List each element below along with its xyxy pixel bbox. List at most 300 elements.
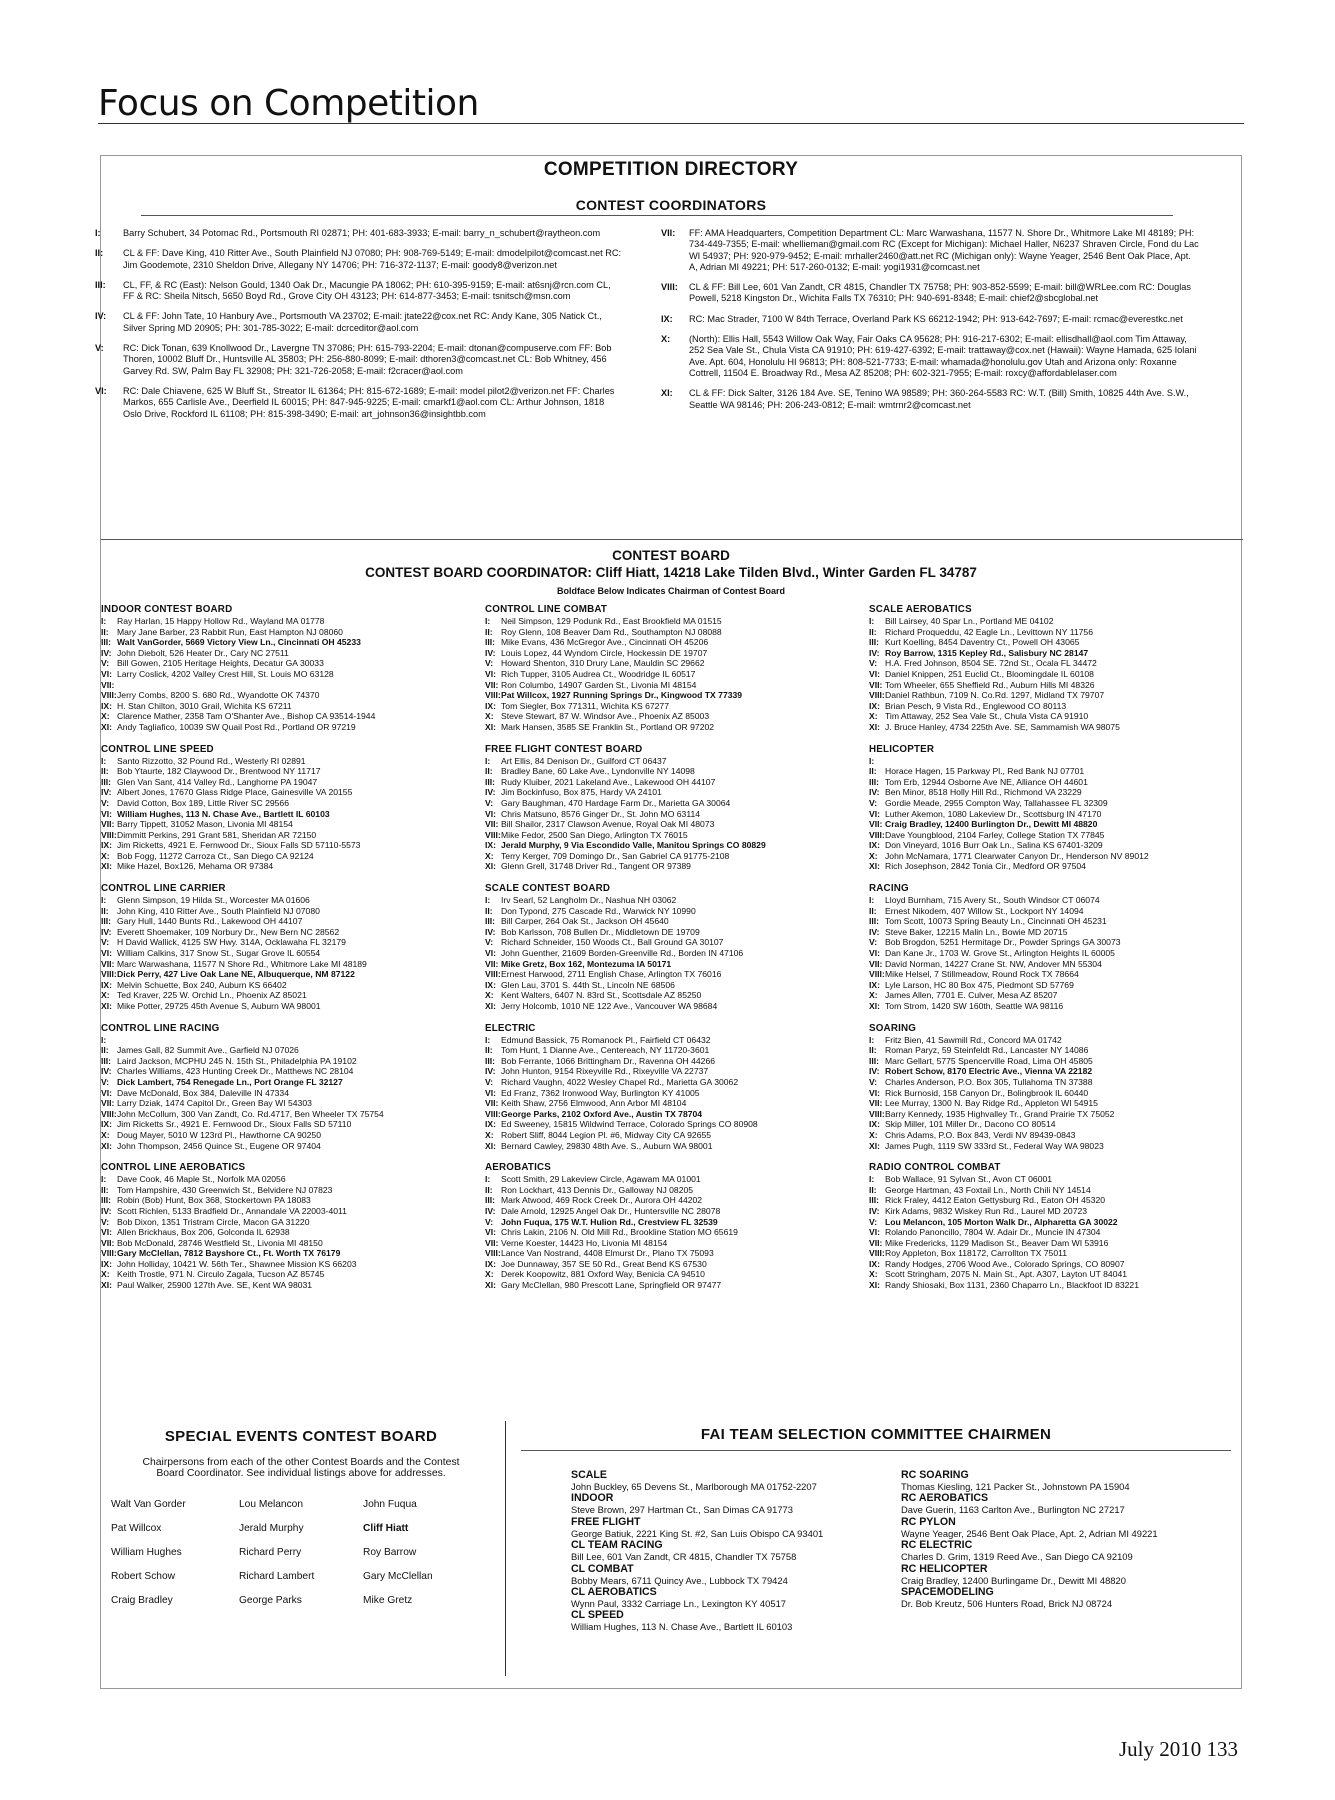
member-text: James Allen, 7701 E. Culver, Mesa AZ 85207 bbox=[885, 990, 1058, 1001]
region-number: VI: bbox=[95, 385, 107, 396]
board-member-row bbox=[869, 1066, 1239, 1077]
region-number: VI: bbox=[869, 1087, 880, 1098]
member-text: Chris Lakin, 2106 N. Old Mill Rd., Brookline Station MO 65619 bbox=[501, 1227, 738, 1238]
board-column-2 bbox=[485, 604, 855, 1302]
fai-left-column bbox=[571, 1469, 901, 1633]
board-member-row bbox=[869, 980, 1239, 991]
board-member-row bbox=[101, 1119, 471, 1130]
chairperson-name: Pat Willcox bbox=[111, 1523, 162, 1535]
region-number: VI: bbox=[869, 808, 880, 819]
region-number: IX: bbox=[485, 700, 496, 711]
member-text: Ed Sweeney, 15815 Wildwind Terrace, Colorado Springs CO 80908 bbox=[501, 1119, 758, 1130]
region-number: XI: bbox=[869, 1001, 880, 1011]
member-text: Charles Anderson, P.O. Box 305, Tullahoma TN 37388 bbox=[885, 1076, 1093, 1087]
member-text: Lou Melancon, 105 Morton Walk Dr., Alpharetta GA 30022 bbox=[885, 1216, 1118, 1227]
board-member-row bbox=[869, 1206, 1239, 1217]
region-number: II: bbox=[869, 766, 877, 777]
region-number: IV: bbox=[485, 1066, 496, 1077]
member-text: Robert Sliff, 8044 Legion Pl. #6, Midway City CA 92655 bbox=[501, 1129, 712, 1140]
board-member-row bbox=[101, 1259, 471, 1270]
region-number: II: bbox=[869, 1184, 877, 1195]
region-number: I: bbox=[485, 616, 491, 626]
board-member-row bbox=[869, 1109, 1239, 1120]
member-text: Gary McClellan, 7812 Bayshore Ct., Ft. Worth TX 76179 bbox=[117, 1248, 341, 1259]
member-text: Bill Lairsey, 40 Spar Ln., Portland ME 04102 bbox=[885, 616, 1054, 626]
board-member-row bbox=[101, 766, 471, 777]
region-number: I: bbox=[869, 755, 875, 766]
board-member-row bbox=[101, 1248, 471, 1259]
region-number: I: bbox=[485, 1034, 491, 1045]
member-text: Keith Trostle, 971 N. Circulo Zagala, Tucson AZ 85745 bbox=[117, 1269, 325, 1280]
board-member-row bbox=[869, 851, 1239, 862]
board-member-row bbox=[869, 637, 1239, 648]
board-member-row bbox=[869, 809, 1239, 820]
region-number: VIII: bbox=[485, 1248, 501, 1259]
region-number: XI: bbox=[869, 861, 880, 872]
region-number: III: bbox=[485, 637, 496, 648]
board-member-row bbox=[485, 1280, 855, 1291]
board-member-row bbox=[485, 1141, 855, 1152]
member-text: Everett Shoemaker, 109 Norbury Dr., New Bern NC 28562 bbox=[117, 926, 340, 937]
member-text: Derek Koopowitz, 881 Oxford Way, Benicia CA 94510 bbox=[501, 1269, 705, 1280]
chairperson-name: Cliff Hiatt bbox=[363, 1523, 409, 1535]
member-text: Don Vineyard, 1016 Burr Oak Ln., Salina KS 67401-3209 bbox=[885, 840, 1103, 851]
member-text: James Gall, 82 Summit Ave., Garfield NJ 07026 bbox=[117, 1045, 299, 1056]
region-number: IV: bbox=[95, 311, 107, 322]
member-text: Verne Koester, 14423 Ho, Livonia MI 48154 bbox=[501, 1237, 668, 1248]
member-text: Bill Shailor, 2317 Clawson Avenue, Royal Oak MI 48073 bbox=[501, 819, 715, 830]
region-number: XI: bbox=[485, 1140, 496, 1151]
member-text: Rich Josephson, 2842 Tonia Cir., Medford OR 97504 bbox=[885, 861, 1086, 872]
board-member-row bbox=[869, 777, 1239, 788]
board-section bbox=[101, 744, 471, 873]
board-member-row bbox=[869, 1174, 1239, 1185]
fai-category: RC PYLON bbox=[901, 1515, 956, 1528]
board-section-title: INDOOR CONTEST BOARD bbox=[101, 604, 233, 615]
member-text: Andy Tagliafico, 10039 SW Quail Post Rd., Portland OR 97219 bbox=[117, 721, 356, 732]
coordinator-entry bbox=[661, 334, 1201, 379]
fai-chairman: Bobby Mears, 6711 Quincy Ave., Lubbock TX 79424 bbox=[571, 1574, 788, 1586]
member-text: Glenn Simpson, 19 Hilda St., Worcester MA 01606 bbox=[117, 895, 310, 906]
board-section bbox=[101, 1023, 471, 1152]
member-text: Richard Vaughn, 4022 Wesley Chapel Rd., Marietta GA 30062 bbox=[501, 1076, 739, 1087]
member-text: Marc Gellart, 5775 Spencerville Road, Lima OH 45805 bbox=[885, 1055, 1093, 1066]
board-member-row bbox=[101, 1269, 471, 1280]
member-text: Walt VanGorder, 5669 Victory View Ln., Cincinnati OH 45233 bbox=[117, 637, 361, 648]
region-number: VII: bbox=[869, 1098, 883, 1109]
region-number: IX: bbox=[485, 1119, 496, 1130]
region-number: XI: bbox=[101, 1280, 112, 1291]
board-section bbox=[485, 744, 855, 873]
member-text: Rudy Kluiber, 2021 Lakeland Ave., Lakewood OH 44107 bbox=[501, 776, 716, 787]
directory-title: COMPETITION DIRECTORY bbox=[543, 159, 799, 180]
member-text: Bob Dixon, 1351 Tristram Circle, Macon GA 31220 bbox=[117, 1216, 310, 1227]
board-member-row bbox=[869, 948, 1239, 959]
region-number: VII: bbox=[485, 1098, 499, 1109]
member-text: Glen Van Sant, 414 Valley Rd., Langhorne PA 19047 bbox=[117, 776, 318, 787]
board-member-row bbox=[485, 1259, 855, 1270]
member-text: George Hartman, 43 Foxtail Ln., North Chili NY 14514 bbox=[885, 1184, 1091, 1195]
region-number: XI: bbox=[485, 721, 496, 732]
region-number: X: bbox=[869, 850, 878, 861]
board-member-row bbox=[485, 1045, 855, 1056]
board-member-row bbox=[485, 680, 855, 691]
board-member-row bbox=[869, 1088, 1239, 1099]
region-number: X: bbox=[101, 1129, 110, 1140]
board-member-row bbox=[101, 851, 471, 862]
member-text: Glen Lau, 3701 S. 44th St., Lincoln NE 68506 bbox=[501, 979, 675, 990]
region-number: XI: bbox=[869, 1140, 880, 1151]
member-text: Ron Columbo, 14907 Garden St., Livonia MI 48154 bbox=[501, 679, 697, 690]
member-text: Don Typond, 275 Cascade Rd., Warwick NY 10990 bbox=[501, 905, 696, 916]
board-member-row bbox=[101, 861, 471, 872]
region-number: VIII: bbox=[101, 829, 117, 840]
member-text: Tom Hunt, 1 Dianne Ave., Centereach, NY 11720-3601 bbox=[501, 1045, 710, 1056]
member-text: Dick Perry, 427 Live Oak Lane NE, Albuquerque, NM 87122 bbox=[117, 969, 355, 980]
member-text: Barry Tippett, 31052 Mason, Livonia MI 48154 bbox=[117, 819, 293, 830]
chairperson-name: Richard Perry bbox=[239, 1547, 302, 1559]
member-text: Richard Schneider, 150 Woods Ct., Ball Ground GA 30107 bbox=[501, 937, 724, 948]
region-number: V: bbox=[101, 1076, 110, 1087]
board-section bbox=[869, 1023, 1239, 1152]
board-member-row bbox=[101, 711, 471, 722]
fai-committee bbox=[521, 1418, 1231, 1680]
region-number: II: bbox=[101, 1184, 109, 1195]
region-number: IX: bbox=[101, 840, 112, 851]
region-number: III: bbox=[101, 1055, 112, 1066]
fai-category: RC AEROBATICS bbox=[901, 1492, 989, 1505]
member-text: Mike Evans, 436 McGregor Ave., Cincinnati OH 45206 bbox=[501, 637, 709, 648]
coordinator-entry bbox=[661, 388, 1201, 411]
board-member-row bbox=[869, 1269, 1239, 1280]
board-member-row bbox=[869, 1119, 1239, 1130]
member-text: Charles Williams, 423 Hunting Creek Dr., Matthews NC 28104 bbox=[117, 1066, 354, 1077]
region-number: V: bbox=[485, 658, 494, 669]
member-text: Paul Walker, 25900 127th Ave. SE, Kent WA 98031 bbox=[117, 1280, 313, 1291]
region-number: III: bbox=[869, 916, 880, 927]
region-number: III: bbox=[869, 1055, 880, 1066]
board-member-row bbox=[485, 1001, 855, 1012]
chairperson-name: Walt Van Gorder bbox=[111, 1499, 186, 1511]
board-member-row bbox=[101, 916, 471, 927]
region-number: VII: bbox=[869, 958, 883, 969]
region-number: VII: bbox=[485, 819, 499, 830]
region-number: VIII: bbox=[101, 1108, 117, 1119]
region-number: V: bbox=[95, 343, 104, 354]
region-number: III: bbox=[101, 637, 112, 648]
fai-category: CL AEROBATICS bbox=[571, 1586, 657, 1599]
member-text: Tom Strom, 1420 SW 160th, Seattle WA 98116 bbox=[885, 1001, 1064, 1011]
member-text: Mike Gretz, Box 162, Montezuma IA 50171 bbox=[501, 958, 672, 969]
board-member-row bbox=[101, 819, 471, 830]
member-text: Randy Shiosaki, Box 1131, 2360 Chaparro Ln., Blackfoot ID 83221 bbox=[885, 1280, 1139, 1291]
board-member-row bbox=[101, 1130, 471, 1141]
board-member-row bbox=[101, 1217, 471, 1228]
board-member-row bbox=[101, 1098, 471, 1109]
board-member-row bbox=[869, 711, 1239, 722]
coordinator-text: RC: Dick Tonan, 639 Knollwood Dr., Lavergne TN 37086; PH: 615-793-2204; E-mail: dtonan@compuserve.com FF: Bob Thoren, 10002 Bluff Dr., Huntsville AL 35803; PH: 256-880-8099; E-mail: dthoren3@comcast.net CL: Bob Whitney, 456 Garvey Rd. SW, Palm Bay FL 32908; PH: 321-726-2058; E-mail: f2cracer@aol.com bbox=[123, 343, 612, 376]
member-text: Bob Karlsson, 708 Bullen Dr., Middletown DE 19709 bbox=[501, 926, 700, 937]
board-section-title: RACING bbox=[869, 883, 909, 895]
member-text: Lloyd Burnham, 715 Avery St., South Windsor CT 06074 bbox=[885, 895, 1100, 906]
board-member-row bbox=[101, 937, 471, 948]
region-number: II: bbox=[485, 1184, 493, 1195]
member-text: John Holliday, 10421 W. 56th Ter., Shawnee Mission KS 66203 bbox=[117, 1258, 357, 1269]
board-member-row bbox=[485, 1066, 855, 1077]
region-number: XI: bbox=[485, 1001, 496, 1011]
member-text: Bob Brogdon, 5251 Hermitage Dr., Powder Springs GA 30073 bbox=[885, 937, 1121, 948]
board-member-row bbox=[869, 1001, 1239, 1012]
board-section-title: SCALE AEROBATICS bbox=[869, 604, 972, 615]
member-text: Tom Hampshire, 430 Greenwich St., Belvidere NJ 07823 bbox=[117, 1184, 333, 1195]
board-section bbox=[101, 1162, 471, 1291]
region-number: VI: bbox=[101, 1227, 112, 1238]
region-number: VIII: bbox=[101, 690, 117, 701]
member-text: Jim Bockinfuso, Box 875, Hardy VA 24101 bbox=[501, 787, 662, 798]
board-member-row bbox=[485, 1109, 855, 1120]
member-text: H.A. Fred Johnson, 8504 SE. 72nd St., Ocala FL 34472 bbox=[885, 658, 1097, 669]
member-text: Ron Lockhart, 413 Dennis Dr., Galloway NJ 08205 bbox=[501, 1184, 694, 1195]
board-member-row bbox=[485, 637, 855, 648]
member-text: Daniel Knippen, 251 Euclid Ct., Bloomingdale IL 60108 bbox=[885, 668, 1094, 679]
member-text: Roy Glenn, 108 Beaver Dam Rd., Southampton NJ 08088 bbox=[501, 626, 722, 637]
directory-frame bbox=[95, 155, 1242, 1689]
coordinator-text: FF: AMA Headquarters, Competition Department CL: Marc Warwashana, 11577 N. Shore Dr., Whitmore Lake MI 48189; PH: 734-449-7355; E-mail: whellieman@gmail.com RC (Except for Michigan): Michael Haller, N6237 Shraven Circle, Fond du Lac WI 54937; PH: 920-979-9452; E-mail: mrhaller2460@att.net RC (Michigan only): Wayne Yeager, 2546 Bent Oak Place, Apt. A, Adrian MI 49221; PH: 517-260-0132; E-mail: yogi1931@comcast.net bbox=[689, 228, 1199, 272]
region-number: IV: bbox=[485, 926, 496, 937]
coordinator-text: CL & FF: John Tate, 10 Hanbury Ave., Portsmouth VA 23702; E-mail: jtate22@cox.net RC: Andy Kane, 305 Natick Ct., Silver Spring MD 20905; PH: 301-785-3022; E-mail: dcrceditor@aol.com bbox=[123, 311, 602, 333]
member-text: Kent Walters, 6407 N. 83rd St., Scottsdale AZ 85250 bbox=[501, 990, 702, 1001]
region-number: II: bbox=[869, 905, 877, 916]
region-number: X: bbox=[485, 850, 494, 861]
region-number: II: bbox=[95, 248, 104, 259]
board-member-row bbox=[869, 680, 1239, 691]
member-text: Art Ellis, 84 Denison Dr., Guilford CT 06437 bbox=[501, 755, 667, 766]
board-section bbox=[101, 604, 471, 733]
member-text: Skip Miller, 101 Miller Dr., Dacono CO 80514 bbox=[885, 1119, 1056, 1130]
board-member-row bbox=[485, 722, 855, 733]
region-number: VII: bbox=[485, 958, 499, 969]
fai-chairman: Charles D. Grim, 1319 Reed Ave., San Diego CA 92109 bbox=[901, 1551, 1133, 1563]
region-number: V: bbox=[869, 797, 878, 808]
member-text: Laird Jackson, MCPHU 245 N. 15th St., Philadelphia PA 19102 bbox=[117, 1055, 357, 1066]
region-number: I: bbox=[101, 1174, 107, 1185]
region-number: V: bbox=[485, 797, 494, 808]
member-text: Daniel Rathbun, 7109 N. Co.Rd. 1297, Midland TX 79707 bbox=[885, 690, 1105, 701]
board-member-row bbox=[869, 1077, 1239, 1088]
board-member-row bbox=[869, 861, 1239, 872]
member-text: H. Stan Chilton, 3010 Grail, Wichita KS 67211 bbox=[117, 700, 292, 711]
coordinator-text: CL & FF: Dave King, 410 Ritter Ave., South Plainfield NJ 07080; PH: 908-769-5149; E-mail: dmodelpilot@comcast.net RC: Jim Goodemote, 2310 Sheldon Drive, Allegany NY 14706; PH: 716-372-1137; E-mail: goody8@verizon.net bbox=[123, 248, 622, 270]
member-text: Santo Rizzotto, 32 Pound Rd., Westerly RI 02891 bbox=[117, 755, 306, 766]
region-number: IX: bbox=[869, 1258, 880, 1269]
member-text: Ed Franz, 7362 Ironwood Way, Burlington KY 41005 bbox=[501, 1087, 700, 1098]
member-text: Pat Willcox, 1927 Running Springs Dr., Kingwood TX 77339 bbox=[501, 690, 743, 701]
chairperson-name: Roy Barrow bbox=[363, 1547, 417, 1559]
member-text: Tim Attaway, 252 Sea Vale St., Chula Vista CA 91910 bbox=[885, 711, 1089, 722]
region-number: V: bbox=[869, 658, 878, 669]
region-number: II: bbox=[485, 626, 493, 637]
board-member-row bbox=[101, 627, 471, 638]
special-events-names bbox=[111, 1499, 491, 1606]
member-text: Ernest Nikodem, 407 Willow St., Lockport NY 14094 bbox=[885, 905, 1084, 916]
member-text: Allen Brickhaus, Box 206, Golconda IL 62938 bbox=[117, 1227, 290, 1238]
region-number: II: bbox=[485, 905, 493, 916]
member-text: H David Wallick, 4125 SW Hwy. 314A, Ocklawaha FL 32179 bbox=[117, 937, 346, 948]
member-text: Tom Siegler, Box 771311, Wichita KS 67277 bbox=[501, 700, 669, 711]
chairperson-name: Robert Schow bbox=[111, 1571, 175, 1583]
region-number: III: bbox=[101, 1195, 112, 1206]
region-number: VIII: bbox=[485, 829, 501, 840]
region-number: V: bbox=[485, 937, 494, 948]
region-number: I: bbox=[101, 1034, 107, 1045]
board-section bbox=[485, 1023, 855, 1152]
coordinator-entry bbox=[661, 282, 1201, 305]
region-number: V: bbox=[101, 797, 110, 808]
region-number: X: bbox=[101, 1269, 110, 1280]
coordinator-entry bbox=[95, 386, 623, 420]
board-member-row bbox=[101, 1238, 471, 1249]
board-member-row bbox=[101, 1045, 471, 1056]
coordinator-entry bbox=[661, 314, 1201, 325]
board-section-title: FREE FLIGHT CONTEST BOARD bbox=[485, 743, 643, 755]
member-text: Mark Atwood, 469 Rock Creek Dr., Aurora OH 44202 bbox=[501, 1195, 703, 1206]
region-number: V: bbox=[485, 1216, 494, 1227]
member-text: Tom Erb, 12944 Osborne Ave NE, Alliance OH 44601 bbox=[885, 776, 1088, 787]
region-number: I: bbox=[869, 1174, 875, 1185]
region-number: IX: bbox=[101, 1119, 112, 1130]
board-member-row bbox=[485, 1217, 855, 1228]
board-member-row bbox=[869, 1280, 1239, 1291]
region-number: V: bbox=[869, 937, 878, 948]
member-text: Dave Youngblood, 2104 Farley, College Station TX 77845 bbox=[885, 829, 1105, 840]
board-member-row bbox=[869, 937, 1239, 948]
member-text: Edmund Bassick, 75 Romanock Pl., Fairfield CT 06432 bbox=[501, 1034, 711, 1045]
member-text: John McCollum, 300 Van Zandt, Co. Rd.4717, Ben Wheeler TX 75754 bbox=[117, 1108, 384, 1119]
boldface-note: Boldface Below Indicates Chairman of Contest Board bbox=[556, 586, 786, 596]
region-number: X: bbox=[101, 990, 110, 1001]
region-number: X: bbox=[485, 990, 494, 1001]
fai-chairman: George Batiuk, 2221 King St. #2, San Luis Obispo CA 93401 bbox=[571, 1527, 824, 1539]
fai-category: CL SPEED bbox=[571, 1609, 624, 1622]
special-events-description: Chairpersons from each of the other Contest Boards and the Contest Board Coordinator. See individual listings above for addresses. bbox=[142, 1457, 460, 1480]
board-member-row bbox=[101, 658, 471, 669]
board-member-row bbox=[485, 819, 855, 830]
board-member-row bbox=[101, 1141, 471, 1152]
board-member-row bbox=[485, 1077, 855, 1088]
region-number: V: bbox=[101, 658, 110, 669]
board-member-row bbox=[101, 1280, 471, 1291]
section-title: Focus on Competition bbox=[98, 83, 479, 124]
board-member-row bbox=[485, 1035, 855, 1046]
coordinator-entry bbox=[95, 248, 623, 271]
board-member-row bbox=[869, 959, 1239, 970]
board-member-row bbox=[869, 1238, 1239, 1249]
member-text: Barry Kennedy, 1935 Highvalley Tr., Grand Prairie TX 75052 bbox=[885, 1108, 1115, 1119]
region-number: V: bbox=[485, 1076, 494, 1087]
board-member-row bbox=[869, 1056, 1239, 1067]
member-text: Joe Dunnaway, 357 SE 50 Rd., Great Bend KS 67530 bbox=[501, 1258, 707, 1269]
board-member-row bbox=[485, 990, 855, 1001]
member-text: Albert Jones, 17670 Glass Ridge Place, Gainesville VA 20155 bbox=[117, 787, 353, 798]
region-number: IV: bbox=[485, 787, 496, 798]
region-number: XI: bbox=[101, 1001, 112, 1011]
member-text: Rolando Panoncillo, 7804 W. Adair Dr., Muncie IN 47304 bbox=[885, 1227, 1101, 1238]
board-member-row bbox=[869, 1185, 1239, 1196]
region-number: III: bbox=[101, 776, 112, 787]
page-header bbox=[98, 84, 1244, 124]
region-number: VIII: bbox=[869, 690, 885, 701]
member-text: Rich Tupper, 3105 Audrea Ct., Woodridge IL 60517 bbox=[501, 668, 696, 679]
region-number: III: bbox=[869, 637, 880, 648]
board-section-title: AEROBATICS bbox=[485, 1162, 552, 1174]
board-member-row bbox=[485, 861, 855, 872]
member-text: Randy Hodges, 2706 Wood Ave., Colorado Springs, CO 80907 bbox=[885, 1258, 1125, 1269]
member-text: Glenn Grell, 31748 Driver Rd., Tangent OR 97389 bbox=[501, 861, 691, 872]
board-member-row bbox=[485, 937, 855, 948]
member-text: Dimmitt Perkins, 291 Grant 581, Sheridan AR 72150 bbox=[117, 829, 317, 840]
region-number: VIII: bbox=[661, 282, 678, 293]
board-member-row bbox=[869, 1248, 1239, 1259]
board-member-row bbox=[101, 948, 471, 959]
region-number: IX: bbox=[869, 1119, 880, 1130]
region-number: I: bbox=[869, 895, 875, 906]
fai-category: SPACEMODELING bbox=[901, 1586, 994, 1599]
region-number: V: bbox=[101, 1216, 110, 1227]
page-footer: July 2010 133 bbox=[1118, 1737, 1238, 1761]
member-text: Bob Ytaurte, 182 Claywood Dr., Brentwood NY 11717 bbox=[117, 766, 321, 777]
region-number: VII: bbox=[869, 819, 883, 830]
member-text: Mike Potter, 29725 45th Avenue S, Auburn WA 98001 bbox=[117, 1001, 321, 1011]
board-section bbox=[485, 604, 855, 733]
board-member-row bbox=[101, 1227, 471, 1238]
member-text: Craig Bradley, 12400 Burlington Dr., Dewitt MI 48820 bbox=[885, 819, 1098, 830]
fai-chairman: Steve Brown, 297 Hartman Ct., San Dimas CA 91773 bbox=[571, 1504, 793, 1516]
region-number: VII: bbox=[485, 679, 499, 690]
board-member-row bbox=[485, 1195, 855, 1206]
member-text: Terry Kerger, 709 Domingo Dr., San Gabriel CA 91775-2108 bbox=[501, 850, 730, 861]
member-text: Gary Hull, 1440 Bunts Rd., Lakewood OH 44107 bbox=[117, 916, 303, 927]
member-text: Jim Ricketts Sr., 4921 E. Fernwood Dr., Sioux Falls SD 57110 bbox=[117, 1119, 352, 1130]
board-member-row bbox=[101, 1185, 471, 1196]
member-text: Tom Scott, 10073 Spring Beauty Ln., Cincinnati OH 45231 bbox=[885, 916, 1107, 927]
member-text: Steve Stewart, 87 W. Windsor Ave., Phoenix AZ 85003 bbox=[501, 711, 710, 722]
board-member-row bbox=[101, 637, 471, 648]
board-member-row bbox=[101, 1035, 471, 1046]
member-text: Bradley Bane, 60 Lake Ave., Lyndonville NY 14098 bbox=[501, 766, 695, 777]
member-text: Marc Warwashana, 11577 N Shore Rd., Whitmore Lake MI 48189 bbox=[117, 958, 367, 969]
board-member-row bbox=[485, 658, 855, 669]
board-member-row bbox=[101, 1088, 471, 1099]
board-member-row bbox=[101, 969, 471, 980]
chairperson-name: Jerald Murphy bbox=[239, 1523, 304, 1535]
board-section-title: CONTROL LINE AEROBATICS bbox=[101, 1162, 246, 1174]
member-text: Doug Mayer, 5010 W 123rd Pl., Hawthorne CA 90250 bbox=[117, 1129, 321, 1140]
region-number: IV: bbox=[101, 1205, 112, 1216]
region-number: VIII: bbox=[869, 1248, 885, 1259]
member-text: John Fuqua, 175 W.T. Hulion Rd., Crestview FL 32539 bbox=[501, 1216, 718, 1227]
board-member-row bbox=[485, 916, 855, 927]
divider bbox=[101, 539, 1243, 540]
region-number: VI: bbox=[869, 668, 880, 679]
region-number: X: bbox=[661, 334, 671, 345]
member-text: Bill Carper, 264 Oak St., Jackson OH 45640 bbox=[501, 916, 669, 927]
board-member-row bbox=[485, 1174, 855, 1185]
region-number: I: bbox=[485, 895, 491, 906]
coordinator-entry bbox=[95, 280, 623, 303]
board-member-row bbox=[869, 830, 1239, 841]
member-text: John Hunton, 9154 Rixeyville Rd., Rixeyville VA 22737 bbox=[501, 1066, 709, 1077]
board-member-row bbox=[869, 927, 1239, 938]
